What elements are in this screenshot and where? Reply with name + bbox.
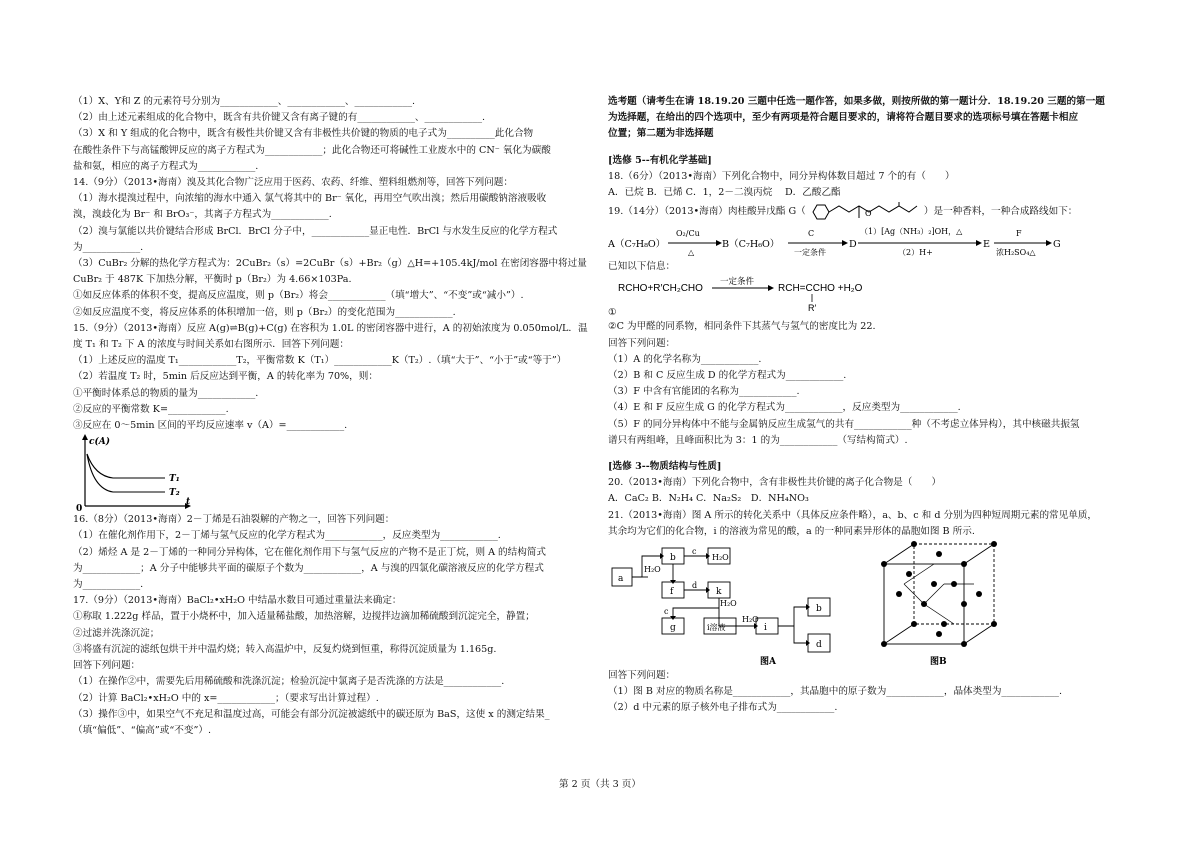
route-cond-3-bottom: （2）H+ <box>898 248 933 258</box>
concentration-time-graph <box>73 434 193 512</box>
q19-line: （5）F 的同分异构体中不能与金属钠反应生成氢气的共有____________种（不考虑立体异构），其中核磁共振氢 <box>608 418 1080 430</box>
left-line: （2）若温度 T₂ 时，5min 后反应达到平衡，A 的转化率为 70%，则： <box>73 371 378 383</box>
fig-a-node-k: k <box>716 587 722 598</box>
route-b: B（C₇H₆O） <box>722 239 780 251</box>
fig-a-node-i: i <box>764 623 767 634</box>
left-line: （2）由上述元素组成的化合物中，既含有共价键又含有离子键的有____________、____________. <box>73 112 486 124</box>
route-cond-2-bottom: 一定条件 <box>794 248 826 258</box>
left-line: 度 T₁ 和 T₂ 下 A 的浓度与时间关系如右图所示．回答下列问题： <box>73 339 349 351</box>
left-line: ①平衡时体系总的物质的量为____________. <box>73 387 259 399</box>
graph-y-arrow <box>82 434 88 440</box>
q19-line: ②C 为甲醛的同系物，相同条件下其蒸气与氢气的密度比为 22. <box>608 321 876 333</box>
route-d: D <box>849 239 857 251</box>
q21-line: （1）图 B 对应的物质名称是____________，其晶胞中的原子数为____________，晶体类型为____________. <box>608 686 1063 698</box>
graph-xlabel: t <box>186 497 191 508</box>
q19-line: 回答下列问题： <box>608 337 676 349</box>
route-e: E <box>983 239 991 251</box>
fig-a-node-a: a <box>618 574 624 585</box>
svg-text:O: O <box>864 208 872 218</box>
section-5-heading: [选修 5--有机化学基础] <box>608 154 712 166</box>
fig-a-label-h2o-2: H₂O <box>720 599 737 609</box>
left2-line: （1）在催化剂作用下，2－丁烯与氢气反应的化学方程式为____________，反应类型为____________. <box>73 530 501 542</box>
left2-line: 为____________；A 分子中能够共平面的碳原子个数为____________，A 与溴的四氯化碳溶液反应的化学方程式 <box>73 562 544 574</box>
fig-a-label-h2o-1: H₂O <box>644 565 661 575</box>
section-3-heading: [选修 3--物质结构与性质] <box>608 461 722 473</box>
aldol-reaction <box>608 275 908 319</box>
left-line: CuBr₂ 于 487K 下加热分解，平衡时 p（Br₂）为 4.66×103Pa. <box>73 274 352 286</box>
isoamyl-cinnamate-structure <box>809 202 921 222</box>
left-line: ③反应在 0～5min 区间的平均反应速率 v（A）=____________. <box>73 420 348 432</box>
graph-curve-t2 <box>87 454 165 492</box>
question-20: 20.（2013•海南）下列化合物中，含有非极性共价键的离子化合物是（ ） <box>608 477 942 489</box>
known-info-label: 已知以下信息： <box>608 261 676 273</box>
route-g: G <box>1053 239 1061 251</box>
question-18: 18.（6分）（2013•海南）下列化合物中，同分异构体数目超过 7 个的有（ ） <box>608 170 955 182</box>
left2-line: （2）计算 BaCl₂•xH₂O 中的 x=____________；（要求写出计算过程）. <box>73 692 379 704</box>
question-13-16-text <box>73 94 591 434</box>
intro-line: 选考题（请考生在请 18.19.20 三题中任选一题作答，如果多做，则按所做的第一题计分．18.19.20 三题的第一题 <box>608 96 1105 107</box>
left2-line: 回答下列问题： <box>73 660 141 672</box>
left-line: （3）CuBr₂ 分解的热化学方程式为：2CuBr₂（s）=2CuBr（s）+Br₂（g）△H=+105.4kJ/mol 在密闭容器中将过量 <box>73 258 587 270</box>
left-line: （2）溴与氯能以共价键结合形成 BrCl．BrCl 分子中，____________显正电性．BrCl 与水发生反应的化学方程式 <box>73 225 558 237</box>
fig-a-node-d2: d <box>816 640 822 651</box>
q19-line: （3）F 中含有官能团的名称为____________. <box>608 386 800 398</box>
rxn-condition: 一定条件 <box>720 277 755 288</box>
route-cond-4-top: F <box>1016 229 1022 239</box>
left-line: （1）X、Y和 Z 的元素符号分别为____________、____________、____________. <box>73 96 416 107</box>
synthesis-route <box>608 223 1128 259</box>
q19-line: （2）B 和 C 反应生成 D 的化学方程式为____________. <box>608 370 847 382</box>
q19-line: （4）E 和 F 反应生成 G 的化学方程式为____________，反应类型为____________. <box>608 402 961 414</box>
q21-line: （2）d 中元素的原子核外电子排布式为____________. <box>608 702 838 714</box>
graph-curve-t1 <box>87 454 165 478</box>
rxn-number: ① <box>608 307 617 319</box>
question-19 <box>608 201 1136 223</box>
right-column <box>608 94 1136 717</box>
left-line: （1）海水提溴过程中，向浓缩的海水中通入 氯气将其中的 Br⁻ 氧化，再用空气吹出溴；然后用碳酸钠溶液吸收 <box>73 193 547 205</box>
left-line: 14.（9分）（2013•海南）溴及其化合物广泛应用于医药、农药、纤维、塑料组燃剂等，回答下列问题： <box>73 177 513 189</box>
question-19-text: 19.（14分）（2013•海南）肉桂酸异戊酯 G（ <box>608 206 806 218</box>
left2-line: 16.（8分）（2013•海南）2－丁烯是石油裂解的产物之一，回答下列问题： <box>73 514 395 526</box>
q19-line: 谱只有两组峰，且峰面积比为 3：1 的为____________（写结构简式）. <box>608 434 908 446</box>
left-column <box>73 94 591 739</box>
left2-line: （3）操作③中，如果空气不充足和温度过高，可能会有部分沉淀被滤纸中的碳还原为 BaS，这使 x 的测定结果_ <box>73 708 550 720</box>
intro-line: 为选择题，在给出的四个选项中，至少有两项是符合题目要求的，请将符合题目要求的选项标号填在答题卡相应 <box>608 112 1079 124</box>
fig-a-label-c: c <box>692 547 697 557</box>
fig-a-label-d: d <box>692 581 698 591</box>
left-line: ①如反应体系的体积不变，提高反应温度，则 p（Br₂）将会____________（填“增大”、“不变”或“减小”）. <box>73 290 524 302</box>
route-cond-4-bottom: 浓H₂SO₄△ <box>996 248 1036 258</box>
figure-b-crystal-cell <box>878 540 1008 668</box>
fig-a-node-b: b <box>670 553 676 564</box>
rxn-products: RCH=CCHO +H₂O <box>778 283 863 295</box>
fig-a-node-i-solution: i溶液 <box>707 623 726 633</box>
left-line: 15.（9分）（2013•海南）反应 A(g)⇌B(g)+C(g) 在容积为 1.0L 的密闭容器中进行，A 的初始浓度为 0.050mol/L．温 <box>73 322 588 334</box>
fig-a-node-b2: b <box>816 604 822 615</box>
left-line: 为____________. <box>73 241 144 253</box>
fig-a-label-c2: c <box>664 607 669 617</box>
figures-row <box>608 540 1136 668</box>
graph-label-t2: T₂ <box>169 488 180 499</box>
question-21-line2: 其余均为它们的化合物，i 的溶液为常见的酸，a 的一种同素异形体的晶胞如图 B 所示. <box>608 525 975 537</box>
fig-a-node-g: g <box>670 623 676 634</box>
rxn-reactants: RCHO+R′CH₂CHO <box>618 283 703 295</box>
graph-ylabel: c(A) <box>89 437 110 448</box>
page-footer: 第 2 页（共 3 页） <box>559 779 641 790</box>
left2-line: 为____________. <box>73 579 144 591</box>
left-line: 溴，溴歧化为 Br⁻ 和 BrO₃⁻，其离子方程式为____________. <box>73 209 332 221</box>
graph-origin: 0 <box>76 504 83 513</box>
rxn-substituent: R′ <box>808 303 817 314</box>
q21-line: 回答下列问题： <box>608 670 676 682</box>
left2-line: （填“偏低”、“偏高”或“不变”）. <box>73 724 212 736</box>
left2-line: 17.（9分）（2013•海南）BaCl₂•xH₂O 中结晶水数目可通过重量法来确定： <box>73 595 402 607</box>
fig-a-label-h2o-3: H₂O <box>742 615 759 625</box>
left-line: （1）上述反应的温度 T₁____________T₂，平衡常数 K（T₁）____________K（T₂）.（填“大于”、“小于”或“等于”） <box>73 355 567 367</box>
left-line: ②如反应温度不变，将反应体系的体积增加一倍，则 p（Br₂）的变化范围为____________. <box>73 306 456 318</box>
left2-line: （2）烯烃 A 是 2－丁烯的一种同分异构体，它在催化剂作用下与氢气反应的产物不是正丁烷，则 A 的结构简式 <box>73 546 547 558</box>
question-16-17-text <box>73 512 591 739</box>
left2-line: ①称取 1.222g 样品，置于小烧杯中，加入适量稀盐酸，加热溶解，边搅拌边滴加稀硫酸到沉淀完全，静置； <box>73 611 535 623</box>
left-line: 盐和氨，相应的离子方程式为____________. <box>73 160 259 172</box>
route-cond-3-top: （1）[Ag（NH₃）₂]OH，△ <box>860 227 963 237</box>
question-19-text-end: ）是一种香料，一种合成路线如下： <box>923 206 1078 218</box>
fig-a-node-h2o: H₂O <box>712 553 729 563</box>
left-line: （3）X 和 Y 组成的化合物中，既含有极性共价键又含有非极性共价键的物质的电子式为__________此化合物 <box>73 128 534 140</box>
question-21-subparts <box>608 668 1136 717</box>
figure-a-flowchart <box>608 542 858 668</box>
graph-label-t1: T₁ <box>169 474 180 485</box>
question-21-line1: 21.（2013•海南）图 A 所示的转化关系中（具体反应条件略），a、b、c 和 d 分别为四种短周期元素的常见单质， <box>608 509 1098 521</box>
fig-a-caption: 图A <box>760 657 776 668</box>
question-20-options: A．CaC₂ B．N₂H₄ C．Na₂S₂ D．NH₄NO₃ <box>608 493 809 505</box>
left2-line: ③将盛有沉淀的滤纸包烘干并中温灼烧；转入高温炉中，反复灼烧到恒重，称得沉淀质量为 1.165g. <box>73 643 497 655</box>
question-19-subparts <box>608 319 1136 449</box>
left2-line: （1）在操作②中，需要先后用稀硫酸和洗涤沉淀；检验沉淀中氯离子是否洗涤的方法是____________. <box>73 676 505 688</box>
left2-line: ②过滤并洗涤沉淀； <box>73 627 160 639</box>
left-line: ②反应的平衡常数 K=____________. <box>73 403 229 415</box>
fig-b-caption: 图B <box>930 657 947 668</box>
route-a: A（C₇H₈O） <box>608 239 666 251</box>
intro-line: 位置；第二题为非选择题 <box>608 128 714 140</box>
q19-line: （1）A 的化学名称为____________. <box>608 353 762 365</box>
route-cond-1-top: O₂/Cu <box>676 229 700 239</box>
elective-instructions <box>608 94 1136 143</box>
fig-a-node-f: f <box>670 587 674 598</box>
route-cond-1-bottom: △ <box>688 248 695 258</box>
question-18-options: A．已烷 B．已烯 C．1，2－二溴丙烷 D．乙酸乙酯 <box>608 187 841 199</box>
route-cond-2-top: C <box>808 229 815 239</box>
left-line: 在酸性条件下与高锰酸钾反应的离子方程式为____________；此化合物还可将碱性工业废水中的 CN⁻ 氧化为碳酸 <box>73 144 551 156</box>
